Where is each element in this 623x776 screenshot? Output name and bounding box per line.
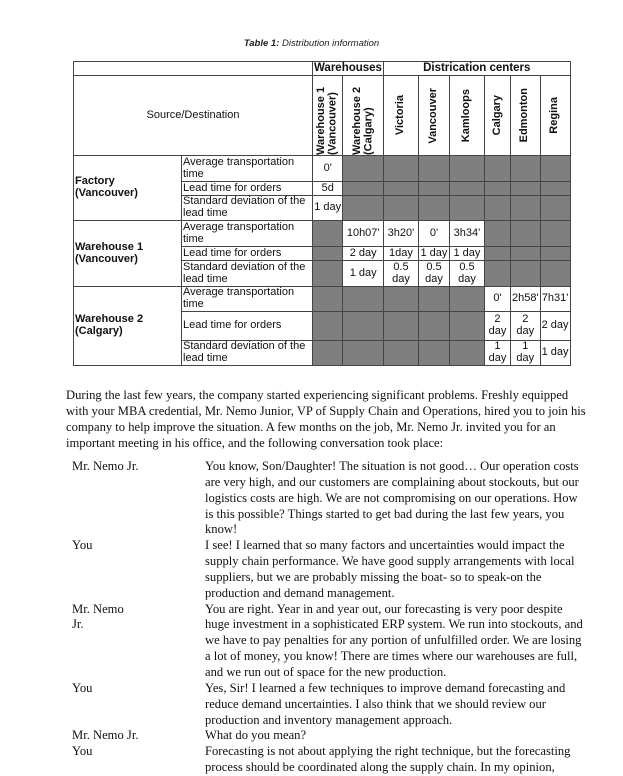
speech-text: Forecasting is not about applying the right technique, but the forecasting process should be coordinated along the supply chain. In my opinion, bbox=[205, 744, 571, 775]
metric-label: Standard deviation of the lead time bbox=[182, 196, 313, 221]
shaded-cell bbox=[540, 247, 570, 261]
shaded-cell bbox=[449, 341, 484, 366]
shaded-cell bbox=[383, 341, 418, 366]
shaded-cell bbox=[313, 287, 343, 312]
value-cell: 2 day bbox=[510, 312, 540, 341]
shaded-cell bbox=[418, 196, 449, 221]
shaded-cell bbox=[484, 247, 510, 261]
dialogue-turn bbox=[72, 459, 587, 538]
value-cell: 1 day bbox=[343, 261, 384, 287]
value-cell: 1 day bbox=[313, 196, 343, 221]
value-cell: 0' bbox=[484, 287, 510, 312]
source-destination-header: Source/Destination bbox=[74, 76, 313, 156]
column-header: Edmonton bbox=[510, 76, 540, 156]
shaded-cell bbox=[510, 221, 540, 247]
metric-label: Average transportation time bbox=[182, 287, 313, 312]
source-cell: Warehouse 1 (Vancouver) bbox=[74, 221, 182, 287]
intro-paragraph: During the last few years, the company started experiencing significant problems. Freshly equipped with your MBA credential, Mr. Nemo Junior, VP of Supply Chain and Operations, hired you to join his company to help improve the situation. A few months on the job, Mr. Nemo Jr. invited you for an important meeting in his office, and the following conversation took place: bbox=[66, 388, 586, 450]
shaded-cell bbox=[449, 196, 484, 221]
warehouses-header: Warehouses bbox=[314, 62, 382, 75]
shaded-cell bbox=[313, 341, 343, 366]
shaded-cell bbox=[343, 196, 384, 221]
shaded-cell bbox=[540, 156, 570, 182]
shaded-cell bbox=[343, 182, 384, 196]
source-cell: Factory (Vancouver) bbox=[74, 156, 182, 221]
shaded-cell bbox=[418, 312, 449, 341]
value-cell: 0.5 day bbox=[383, 261, 418, 287]
value-cell: 0' bbox=[418, 221, 449, 247]
value-cell: 1 day bbox=[510, 341, 540, 366]
speaker-name: Mr. Nemo Jr. bbox=[72, 601, 124, 632]
shaded-cell bbox=[484, 261, 510, 287]
column-header: Victoria bbox=[383, 76, 418, 156]
shaded-cell bbox=[383, 182, 418, 196]
value-cell: 2 day bbox=[484, 312, 510, 341]
shaded-cell bbox=[313, 261, 343, 287]
metric-label: Standard deviation of the lead time bbox=[182, 341, 313, 366]
speech-text: Yes, Sir! I learned a few techniques to improve demand forecasting and reduce demand uncertainties. I also think that we should review our production and inventory management approach. bbox=[205, 680, 566, 727]
shaded-cell bbox=[418, 182, 449, 196]
shaded-cell bbox=[383, 312, 418, 341]
shaded-cell bbox=[383, 196, 418, 221]
column-header: Regina bbox=[540, 76, 570, 156]
speaker-name: You bbox=[72, 744, 93, 759]
shaded-cell bbox=[383, 156, 418, 182]
speaker-name: Mr. Nemo Jr. bbox=[72, 459, 139, 473]
value-cell: 3h34' bbox=[449, 221, 484, 247]
column-header: Kamloops bbox=[449, 76, 484, 156]
shaded-cell bbox=[449, 287, 484, 312]
value-cell: 10h07' bbox=[343, 221, 384, 247]
table-row bbox=[74, 287, 571, 312]
metric-label: Lead time for orders bbox=[182, 312, 313, 341]
shaded-cell bbox=[343, 312, 384, 341]
shaded-cell bbox=[313, 221, 343, 247]
shaded-cell bbox=[484, 221, 510, 247]
speaker-name: Mr. Nemo Jr. bbox=[72, 728, 139, 743]
speaker-name: You bbox=[72, 538, 93, 553]
table-row bbox=[74, 156, 571, 182]
shaded-cell bbox=[383, 287, 418, 312]
column-header: Calgary bbox=[484, 76, 510, 156]
shaded-cell bbox=[540, 196, 570, 221]
blank-header bbox=[74, 62, 313, 76]
centers-header: Districation centers bbox=[383, 62, 570, 76]
shaded-cell bbox=[313, 247, 343, 261]
value-cell: 1day bbox=[383, 247, 418, 261]
value-cell: 2 day bbox=[343, 247, 384, 261]
shaded-cell bbox=[510, 196, 540, 221]
shaded-cell bbox=[510, 261, 540, 287]
metric-label: Average transportation time bbox=[182, 156, 313, 182]
distribution-table bbox=[73, 61, 571, 366]
value-cell: 1 day bbox=[540, 341, 570, 366]
dialogue-turn bbox=[72, 728, 587, 744]
column-header: Warehouse 1 (Vancouver) bbox=[313, 76, 343, 156]
shaded-cell bbox=[484, 156, 510, 182]
value-cell: 1 day bbox=[449, 247, 484, 261]
table-row bbox=[74, 221, 571, 247]
metric-label: Average transportation time bbox=[182, 221, 313, 247]
speech-text: You are right. Year in and year out, our forecasting is very poor despite huge investment in a sophisticated ERP system. We run into stockouts, and we have to pay penalties for any portion of unfulfilled order. We are losing a lot of money, you know! There are times where our warehouses are full, and we run out of space for the new production. bbox=[205, 601, 583, 679]
shaded-cell bbox=[449, 156, 484, 182]
speech-text: I see! I learned that so many factors and uncertainties would impact the supply chain performance. We have good supply arrangements with local suppliers, but we are probably missing the boat- so to speak-on the production and demand management. bbox=[205, 538, 575, 600]
shaded-cell bbox=[343, 156, 384, 182]
shaded-cell bbox=[484, 196, 510, 221]
value-cell: 3h20' bbox=[383, 221, 418, 247]
value-cell: 7h31' bbox=[540, 287, 570, 312]
shaded-cell bbox=[313, 312, 343, 341]
dialogue-turn bbox=[72, 602, 587, 681]
shaded-cell bbox=[540, 221, 570, 247]
shaded-cell bbox=[484, 182, 510, 196]
value-cell: 0' bbox=[313, 156, 343, 182]
table-caption: Table 1: Distribution information bbox=[243, 38, 380, 49]
shaded-cell bbox=[418, 287, 449, 312]
shaded-cell bbox=[510, 156, 540, 182]
shaded-cell bbox=[449, 182, 484, 196]
source-cell: Warehouse 2 (Calgary) bbox=[74, 287, 182, 366]
column-header: Vancouver bbox=[418, 76, 449, 156]
metric-label: Lead time for orders bbox=[182, 182, 313, 196]
dialogue bbox=[72, 459, 587, 776]
value-cell: 1 day bbox=[484, 341, 510, 366]
dialogue-turn bbox=[72, 681, 587, 729]
value-cell: 5d bbox=[313, 182, 343, 196]
value-cell: 0.5 day bbox=[449, 261, 484, 287]
value-cell: 2h58' bbox=[510, 287, 540, 312]
shaded-cell bbox=[540, 182, 570, 196]
speech-text: You know, Son/Daughter! The situation is not good… Our operation costs are very high, and our customers are complaining about stockouts, but our logistics costs are high. We are not compromising on our operations. How is this possible? Things started to get bad during the last few years, you know! bbox=[205, 459, 579, 537]
shaded-cell bbox=[343, 341, 384, 366]
shaded-cell bbox=[418, 156, 449, 182]
metric-label: Standard deviation of the lead time bbox=[182, 261, 313, 287]
column-header: Warehouse 2 (Calgary) bbox=[343, 76, 384, 156]
speech-text: What do you mean? bbox=[205, 728, 307, 743]
value-cell: 2 day bbox=[540, 312, 570, 341]
shaded-cell bbox=[343, 287, 384, 312]
metric-label: Lead time for orders bbox=[182, 247, 313, 261]
shaded-cell bbox=[540, 261, 570, 287]
speaker-name: You bbox=[72, 680, 93, 695]
value-cell: 1 day bbox=[418, 247, 449, 261]
shaded-cell bbox=[449, 312, 484, 341]
dialogue-turn bbox=[72, 744, 587, 776]
shaded-cell bbox=[418, 341, 449, 366]
shaded-cell bbox=[510, 182, 540, 196]
shaded-cell bbox=[510, 247, 540, 261]
value-cell: 0.5 day bbox=[418, 261, 449, 287]
dialogue-turn bbox=[72, 538, 587, 601]
